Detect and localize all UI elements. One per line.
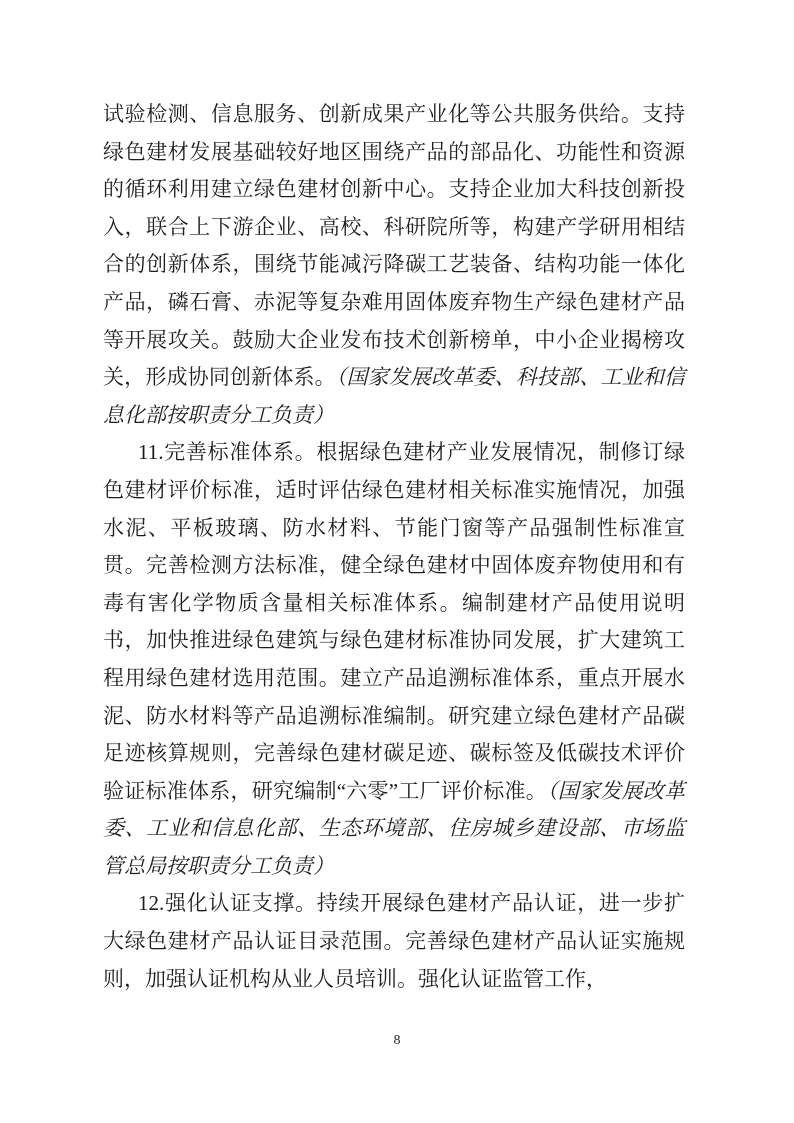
body-text-run: 11.完善标准体系。根据绿色建材产业发展情况，制修订绿色建材评价标准，适时评估绿色建材相关标准实施情况，加强水泥、平板玻璃、防水材料、节能门窗等产品强制性标准宣贯。完善检测方法标准，健全绿色建材中固体废弃物使用和有毒有害化学物质含量相关标准体系。编制建材产品使用说明书，加快推进绿色建筑与绿色建材标准协同发展，扩大建筑工程用绿色建材选用范围。建立产品追溯标准体系，重点开展水泥、防水材料等产品追溯标准编制。研究建立绿色建材产品碳足迹核算规则，完善绿色建材碳足迹、碳标签及低碳技术评价验证标准体系，研究编制“六零”工厂评价标准。	[103, 440, 685, 803]
paragraph-continuation	[103, 96, 685, 434]
text-block	[103, 96, 685, 998]
body-text-run: 试验检测、信息服务、创新成果产业化等公共服务供给。支持绿色建材发展基础较好地区围绕产品的部品化、功能性和资源的循环利用建立绿色建材创新中心。支持企业加大科技创新投入，联合上下游企业、高校、科研院所等，构建产学研用相结合的创新体系，围绕节能减污降碳工艺装备、结构功能一体化产品，磷石膏、赤泥等复杂难用固体废弃物生产绿色建材产品等开展攻关。鼓励大企业发布技术创新榜单，中小企业揭榜攻关，形成协同创新体系。	[103, 102, 685, 390]
responsibility-attribution: （国家发展改革委、工业和信息化部、生态环境部、住房城乡建设部、市场监管总局按职责分工负责）	[103, 778, 686, 878]
page-footer	[0, 1031, 794, 1049]
responsibility-attribution: （国家发展改革委、科技部、工业和信息化部按职责分工负责）	[103, 365, 686, 427]
body-text-run: 12.强化认证支撑。持续开展绿色建材产品认证，进一步扩大绿色建材产品认证目录范围。完善绿色建材产品认证实施规则，加强认证机构从业人员培训。强化认证监管工作，	[103, 891, 685, 991]
paragraph-item-11	[103, 434, 685, 885]
page-number: 8	[393, 1033, 401, 1048]
paragraph-item-12	[103, 885, 685, 998]
